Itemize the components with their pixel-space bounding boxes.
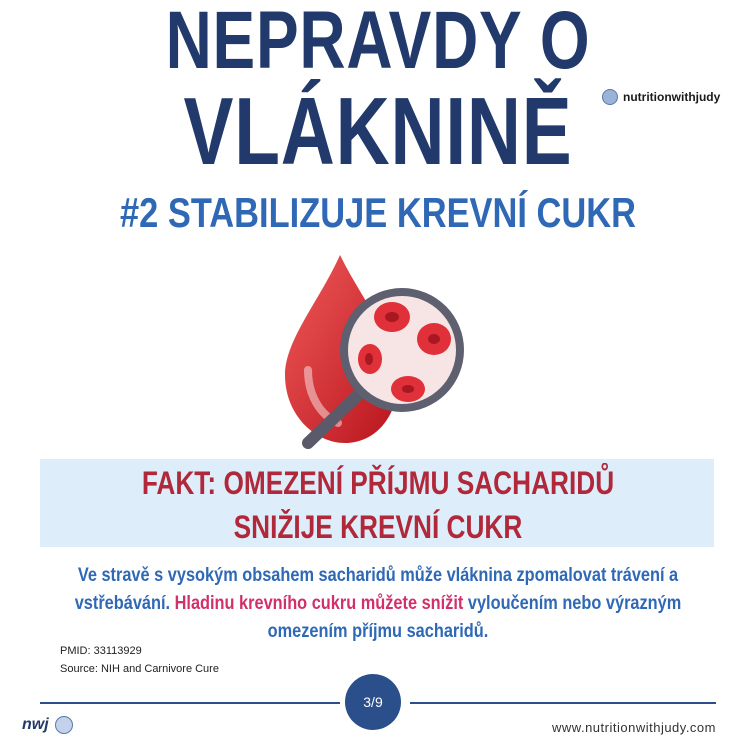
title-line-2: VLÁKNINĚ — [183, 78, 573, 185]
page-indicator: 3/9 — [345, 674, 401, 730]
brand-seal-icon — [602, 89, 618, 105]
footer-logo-mark: nwj — [22, 716, 49, 733]
footer-divider-left — [40, 702, 340, 704]
footer-divider-right — [410, 702, 716, 704]
fact-line-1: FAKT: OMEZENÍ PŘÍJMU SACHARIDŮ — [141, 465, 615, 501]
body-text-highlight: Hladinu krevního cukru můžete snížit — [174, 593, 464, 614]
brand-badge — [602, 89, 720, 105]
pmid-citation: PMID: 33113929 — [60, 645, 142, 657]
blood-drop-magnifier-icon — [280, 255, 480, 450]
footer-logo — [22, 716, 73, 734]
body-text-part2: vyloučením nebo výrazným omezením příjmu sacharidů. — [267, 593, 682, 642]
subtitle: #2 STABILIZUJE KREVNÍ CUKR — [119, 189, 637, 236]
fact-line-2: SNIŽIJE KREVNÍ CUKR — [233, 509, 523, 545]
footer-seal-icon — [55, 716, 73, 734]
website-link[interactable]: www.nutritionwithjudy.com — [552, 720, 716, 735]
title-line-1: NEPRAVDY O — [165, 0, 591, 86]
body-text — [70, 562, 686, 646]
source-citation: Source: NIH and Carnivore Cure — [60, 663, 219, 675]
body-text-part1: Ve stravě s vysokým obsahem sacharidů může vláknina zpomalovat trávení a vstřebávání. — [74, 565, 679, 614]
brand-name: nutritionwithjudy — [623, 90, 721, 104]
